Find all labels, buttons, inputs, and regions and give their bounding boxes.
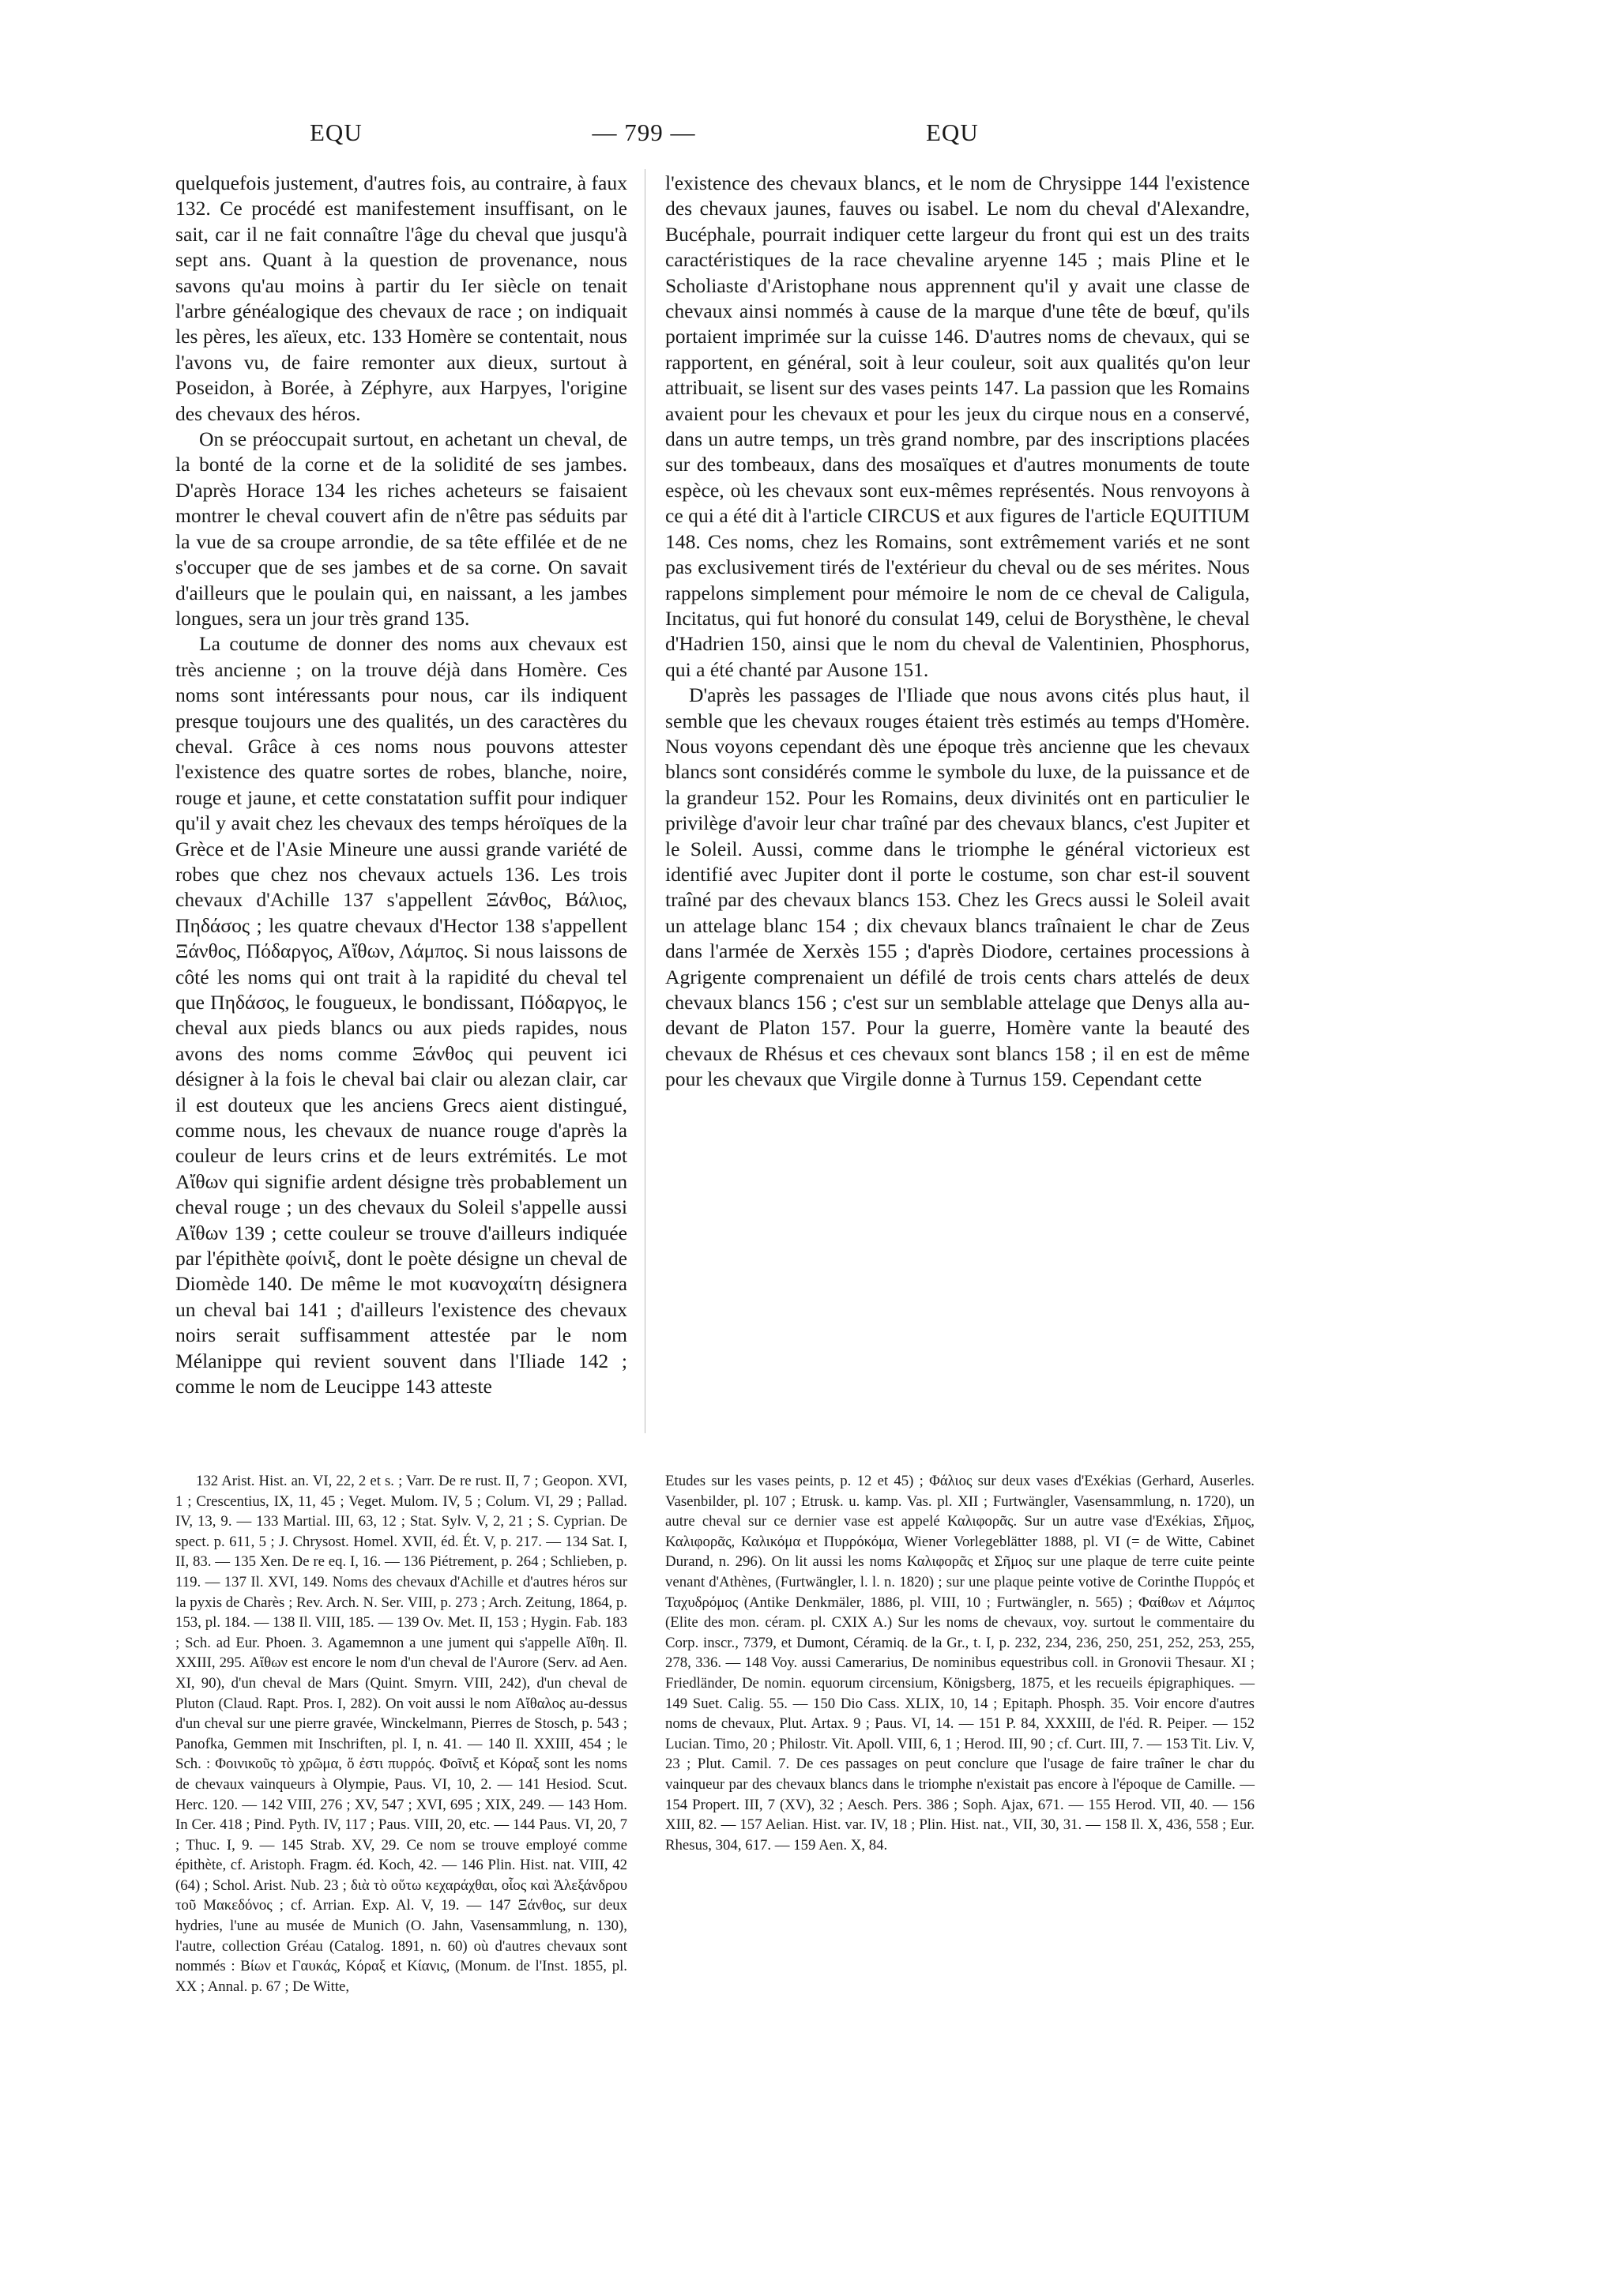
footnotes-text-continued: Etudes sur les vases peints, p. 12 et 45) ; Φάλιος sur deux vases d'Exékias (Gerhard, Auserles. Vasenbilder, pl. 107 ; Etrusk. u. kamp. Vas. pl. XII ; Furtwängler, Vasensammlung, n. 1720), un autre cheval sur ce dernier vase est appelé Καλιφορᾶς. Sur un autre vase d'Exékias, Σῆμος, Καλιφορᾶς, Καλικόμα et Πυρρόκόμα, Wiener Vorlegeblätter 1888, pl. VI (= de Witte, Cabinet Durand, n. 296). On lit aussi les noms Καλιφορᾶς et Σῆμος sur une plaque de terre cuite peinte venant d'Athènes, (Furtwängler, l. l. n. 1820) ; sur une plaque peinte votive de Corinthe Πυρρός et Ταχυδρόμος (Antike Denkmäler, 1886, pl. VIII, 10 ; Furtwängler, n. 565) ; Φαίθων et Λάμπος (Elite des mon. céram. pl. CXIX A.) Sur les noms de chevaux, voy. surtout le commentaire du Corp. inscr., 7379, et Dumont, Céramiq. de la Gr., t. I, p. 232, 234, 236, 250, 251, 252, 253, 255, 278, 336. — 148 Voy. aussi Camerarius, De nominibus equestribus coll. in Gronovii Thesaur. XI ; Friedländer, De nomin. equorum circensium, Königsberg, 1875, et les recueils épigraphiques. — 149 Suet. Calig. 55. — 150 Dio Cass. XLIX, 10, 14 ; Epitaph. Phosph. 35. Voir encore d'autres noms de chevaux, Plut. Artax. 9 ; Paus. VI, 14. — 151 P. 84, XXXIII, de l'éd. R. Peiper. — 152 Lucian. Timo, 20 ; Philostr. Vit. Apoll. VIII, 6, 1 ; Herod. III, 90 ; cf. Curt. III, 7. — 153 Tit. Liv. V, 23 ; Plut. Camil. 7. De ces passages on peut conclure que l'usage de faire traîner le char du vainqueur par des chevaux blancs dans le triomphe n'existait pas encore à l'époque de Camille. — 154 Propert. III, 7 (XV), 32 ; Aesch. Pers. 386 ; Soph. Ajax, 671. — 155 Herod. VII, 40. — 156 XIII, 82. — 157 Aelian. Hist. var. IV, 18 ; Plin. Hist. nat., VII, 30, 31. — 158 Il. X, 436, 558 ; Eur. Rhesus, 304, 617. — 159 Aen. X, 84. — [665, 1473, 1255, 1854]
page-number: — 799 — — [592, 119, 696, 146]
paragraph-horse-names: La coutume de donner des noms aux chevaux est très ancienne ; on la trouve déjà dans Homère. Ces noms sont intéressants pour nous, car ils indiquent presque toujours une des qualités, un des caractères du cheval. Grâce à ces noms nous pouvons attester l'existence des quatre sortes de robes, blanche, noire, rouge et jaune, et cette constatation suffit pour indiquer qu'il y avait chez les chevaux des temps héroïques de la Grèce et de l'Asie Mineure une aussi grande variété de robes que chez nos chevaux actuels 136. Les trois chevaux d'Achille 137 s'appellent Ξάνθος, Βάλιος, Πηδάσος ; les quatre chevaux d'Hector 138 s'appellent Ξάνθος, Πόδαργος, Αἴθων, Λάμπος. Si nous laissons de côté les noms qui ont trait à la rapidité du cheval tel que Πηδάσος, le fougueux, le bondissant, Πόδαργος, le cheval aux pieds blancs ou aux pieds rapides, nous avons des noms comme Ξάνθος qui peuvent ici désigner à la fois le cheval bai clair ou alezan clair, car il est douteux que les anciens Grecs aient distingué, comme nous, les chevaux de nuance rouge d'après la couleur de leurs crins et de leurs extrémités. Le mot Αἴθων qui signifie ardent désigne très probablement un cheval rouge ; un des chevaux du Soleil s'appelle aussi Αἴθων 139 ; cette couleur se trouve d'ailleurs indiquée par l'épithète φοίνιξ, dont le poète désigne un cheval de Diomède 140. De même le mot κυανοχαίτη désignera un cheval bai 141 ; d'ailleurs l'existence des chevaux noirs serait suffisamment attestée par le nom Mélanippe qui revient souvent dans l'Iliade 142 ; comme le nom de Leucippe 143 atteste — [175, 632, 627, 1398]
paragraph-horse-names-continued: l'existence des chevaux blancs, et le nom de Chrysippe 144 l'existence des chevaux jaunes, fauves ou isabel. Le nom du cheval d'Alexandre, Bucéphale, pourrait indiquer cette largeur du front qui est un des traits caractéristiques de la race chevaline aryenne 145 ; mais Pline et le Scholiaste d'Aristophane nous apprennent qu'il y avait une classe de chevaux ainsi nommés à cause de la marque d'une tête de bœuf, qu'ils portaient imprimée sur la cuisse 146. D'autres noms de chevaux, qui se rapportent, en général, soit à leur couleur, soit aux qualités qu'on leur attribuait, se lisent sur des vases peints 147. La passion que les Romains avaient pour les chevaux et pour les jeux du cirque nous en a conservé, dans un autre temps, un très grand nombre, par des inscriptions placées sur des tombeaux, dans des mosaïques et d'autres monuments de toute espèce, où les chevaux sont eux-mêmes représentés. Nous renvoyons à ce qui a été dit à l'article CIRCUS et aux figures de l'article EQUITIUM 148. Ces noms, chez les Romains, sont extrêmement variés et ne sont pas exclusivement tirés de l'extérieur du cheval ou de ses mérites. Nous rappelons simplement pour mémoire le nom de ce cheval de Caligula, Incitatus, qui fut honoré du consulat 149, celui de Borysthène, le cheval d'Hadrien 150, ainsi que le nom du cheval de Valentinien, Phosphorus, qui a été chanté par Ausone 151. — [665, 171, 1250, 681]
paragraph-horse-purchase: On se préoccupait surtout, en achetant un cheval, de la bonté de la corne et de la solidité de ses jambes. D'après Horace 134 les riches acheteurs se faisaient montrer le cheval couvert afin de n'être pas séduits par la vue de sa croupe arrondie, de sa tête effilée et de ne s'occuper que de ses jambes et de sa corne. On savait d'ailleurs que le poulain qui, en naissant, a les jambes longues, sera un jour très grand 135. — [175, 427, 627, 630]
paragraph-continued: quelquefois justement, d'autres fois, au contraire, à faux 132. Ce procédé est manifestement insuffisant, on le sait, car il ne fait connaître l'âge du cheval que jusqu'à sept ans. Quant à la question de provenance, nous savons qu'au moins à partir du Ier siècle on tenait l'arbre généalogique des chevaux de race ; on indiquait les pères, les aïeux, etc. 133 Homère se contentait, nous l'avons vu, de faire remonter aux dieux, surtout à Poseidon, à Borée, à Zéphyre, aux Harpyes, l'origine des chevaux des héros. — [175, 171, 627, 425]
running-head-left: EQU — [310, 119, 363, 146]
main-text-left-column — [175, 171, 627, 1400]
footnotes-left-column — [175, 1471, 627, 1997]
running-head-right: EQU — [926, 119, 979, 146]
footnotes-right-column — [665, 1471, 1255, 1855]
main-text-right-column — [665, 171, 1250, 1093]
paragraph-white-horses: D'après les passages de l'Iliade que nous avons cités plus haut, il semble que les chevaux rouges étaient très estimés au temps d'Homère. Nous voyons cependant dès une époque très ancienne que les chevaux blancs sont considérés comme le symbole du luxe, de la puissance et de la grandeur 152. Pour les Romains, deux divinités ont en particulier le privilège d'avoir leur char traîné par des chevaux blancs, c'est Jupiter et le Soleil. Aussi, comme dans le triomphe le général victorieux est identifié avec Jupiter dont il porte le costume, son char est-il souvent traîné par des chevaux blancs 153. Chez les Grecs aussi le Soleil avait un attelage blanc 154 ; dix chevaux blancs traînaient le char de Zeus dans l'armée de Xerxès 155 ; d'après Diodore, certaines processions à Agrigente comprenaient un défilé de trois cents chars attelés de deux chevaux blancs 156 ; c'est sur un semblable attelage que Denys alla au-devant de Platon 157. Pour la guerre, Homère vante la beauté des chevaux de Rhésus et ces chevaux sont blancs 158 ; il en est de même pour les chevaux que Virgile donne à Turnus 159. Cependant cette — [665, 683, 1250, 1091]
footnotes-text: 132 Arist. Hist. an. VI, 22, 2 et s. ; Varr. De re rust. II, 7 ; Geopon. XVI, 1 ; Crescentius, IX, 11, 45 ; Veget. Mulom. IV, 5 ; Colum. VI, 29 ; Pallad. IV, 13, 9. — 133 Martial. III, 63, 12 ; Stat. Sylv. V, 2, 21 ; S. Cyprian. De spect. p. 611, 5 ; J. Chrysost. Homel. XVII, éd. Ét. V, p. 217. — 134 Sat. I, II, 83. — 135 Xen. De re eq. I, 16. — 136 Piétrement, p. 264 ; Schlieben, p. 119. — 137 Il. XVI, 149. Noms des chevaux d'Achille et d'autres héros sur la pyxis de Charès ; Rev. Arch. N. Ser. VIII, p. 273 ; Arch. Zeitung, 1864, p. 153, pl. 184. — 138 Il. VIII, 185. — 139 Ov. Met. II, 153 ; Hygin. Fab. 183 ; Sch. ad Eur. Phoen. 3. Agamemnon a une jument qui s'appelle Αἴθη. Il. XXIII, 295. Αἴθων est encore le nom d'un cheval de l'Aurore (Serv. ad Aen. XI, 90), d'un cheval de Mars (Quint. Smyrn. VIII, 242), d'un cheval de Pluton (Claud. Rapt. Pros. I, 282). On voit aussi le nom Αἴθαλος au-dessus d'un cheval sur une pierre gravée, Winckelmann, Pierres de Stosch, p. 543 ; Panofka, Gemmen mit Inschriften, pl. I, n. 41. — 140 Il. XXIII, 454 ; le Sch. : Φοινικοῦς τὸ χρῶμα, ὅ ἐστι πυρρός. Φοῖνιξ et Κόραξ sont les noms de chevaux vainqueurs à Olympie, Paus. VI, 10, 2. — 141 Hesiod. Scut. Herc. 120. — 142 VIII, 276 ; XV, 547 ; XVI, 695 ; XIX, 249. — 143 Hom. In Cer. 418 ; Pind. Pyth. IV, 117 ; Paus. VIII, 20, etc. — 144 Paus. VI, 20, 7 ; Thuc. I, 9. — 145 Strab. XV, 29. Ce nom se trouve employé comme épithète, cf. Aristoph. Fragm. éd. Koch, 42. — 146 Plin. Hist. nat. VIII, 42 (64) ; Schol. Arist. Nub. 23 ; διὰ τὸ οὕτω κεχαράχθαι, οἷος καὶ Ἀλεξάνδρου τοῦ Μακεδόνος ; cf. Arrian. Exp. Al. V, 19. — 147 Ξάνθος, sur deux hydries, l'une au musée de Munich (O. Jahn, Vasensammlung, n. 130), l'autre, collection Gréau (Catalog. 1891, n. 60) où d'autres chevaux sont nommés : Βίων et Γαυκάς, Κόραξ et Κίανις, (Monum. de l'Inst. 1855, pl. XX ; Annal. p. 67 ; De Witte, — [175, 1473, 627, 1995]
